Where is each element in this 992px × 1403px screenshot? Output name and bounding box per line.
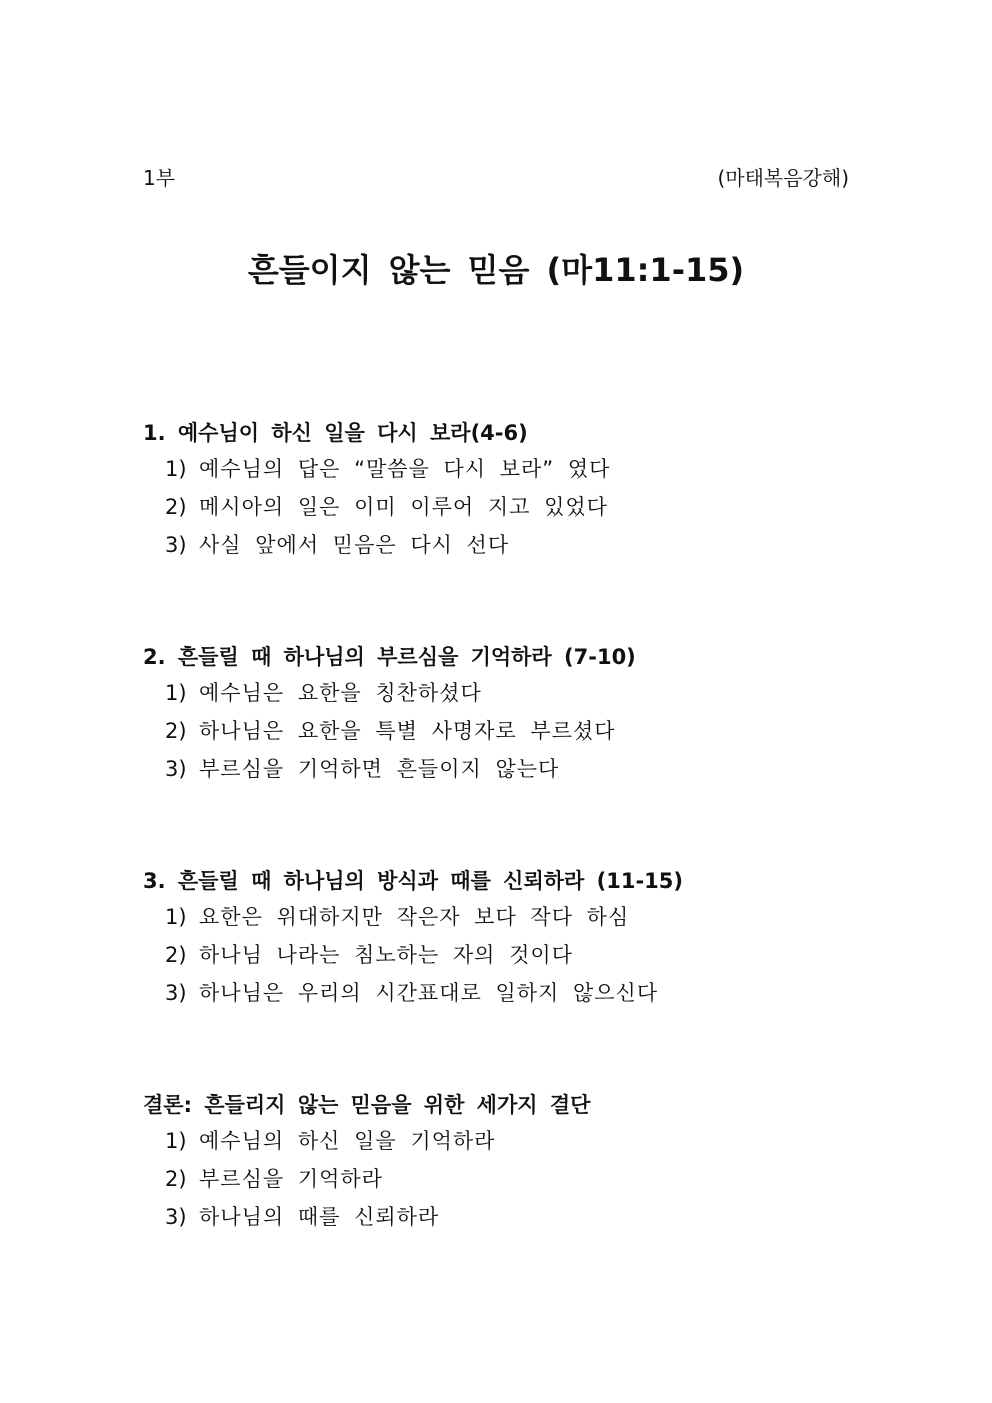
section-heading: 3. 흔들릴 때 하나님의 방식과 때를 신뢰하라 (11-15) [143,869,683,893]
section-heading: 결론: 흔들리지 않는 믿음을 위한 세가지 결단 [143,1093,591,1117]
item-text: 사실 앞에서 믿음은 다시 선다 [199,533,510,557]
section-heading: 1. 예수님이 하신 일을 다시 보라(4-6) [143,421,528,445]
item-number: 3) [165,757,187,781]
list-item [143,1164,863,1202]
item-text: 요한은 위대하지만 작은자 보다 작다 하심 [199,905,630,929]
item-number: 1) [165,457,187,481]
item-number: 2) [165,1167,187,1191]
item-number: 3) [165,981,187,1005]
section-1 [143,418,863,568]
item-number: 1) [165,905,187,929]
list-item [143,530,863,568]
list-item [143,978,863,1016]
list-item [143,1202,863,1240]
item-text: 하나님은 요한을 특별 사명자로 부르셨다 [199,719,616,743]
item-text: 부르심을 기억하라 [199,1167,383,1191]
item-text: 예수님의 답은 “말씀을 다시 보라” 였다 [199,457,611,481]
series-label: (마태복음강해) [717,166,849,190]
item-number: 2) [165,719,187,743]
list-item [143,716,863,754]
item-number: 3) [165,533,187,557]
list-item [143,940,863,978]
section-2 [143,642,863,792]
item-number: 1) [165,1129,187,1153]
list-item [143,1126,863,1164]
item-text: 부르심을 기억하면 흔들이지 않는다 [199,757,560,781]
section-3 [143,866,863,1016]
item-text: 예수님은 요한을 칭찬하셨다 [199,681,482,705]
part-label: 1부 [143,166,176,190]
item-text: 하나님의 때를 신뢰하라 [199,1205,440,1229]
item-number: 1) [165,681,187,705]
item-number: 2) [165,495,187,519]
list-item [143,678,863,716]
list-item [143,492,863,530]
item-text: 예수님의 하신 일을 기억하라 [199,1129,496,1153]
item-text: 하나님은 우리의 시간표대로 일하지 않으신다 [199,981,659,1005]
item-text: 하나님 나라는 침노하는 자의 것이다 [199,943,573,967]
list-item [143,454,863,492]
sermon-title: 흔들이지 않는 믿음 (마11:1-15) [247,251,745,289]
conclusion-section [143,1090,863,1240]
list-item [143,902,863,940]
item-number: 3) [165,1205,187,1229]
item-text: 메시아의 일은 이미 이루어 지고 있었다 [199,495,608,519]
section-heading: 2. 흔들릴 때 하나님의 부르심을 기억하라 (7-10) [143,645,636,669]
list-item [143,754,863,792]
item-number: 2) [165,943,187,967]
